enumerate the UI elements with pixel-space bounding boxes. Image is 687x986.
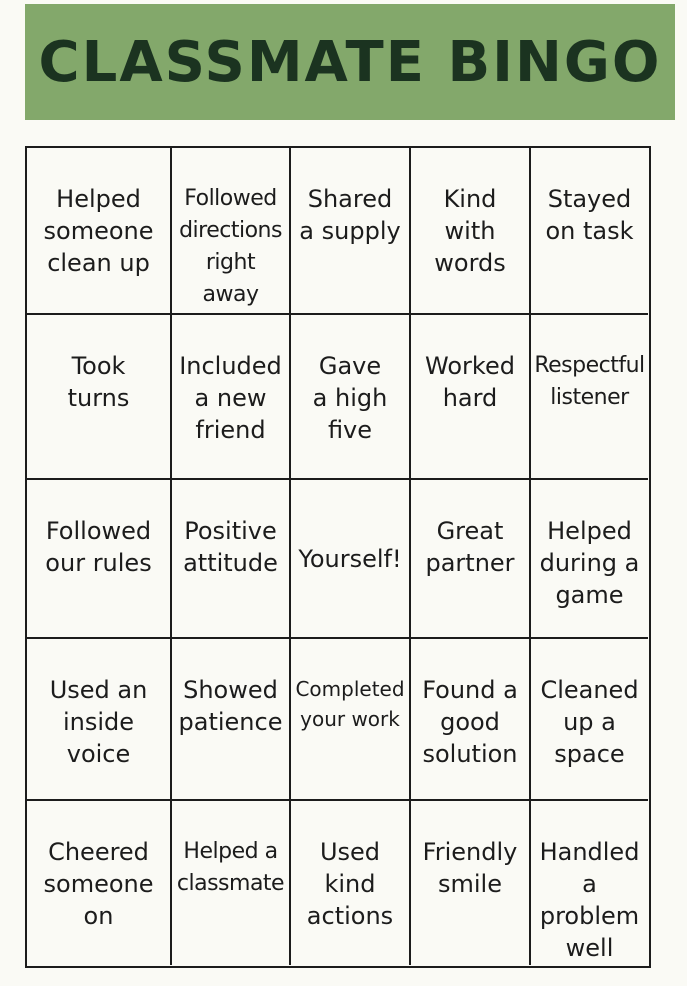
cell-label: Followed directions right away <box>179 186 282 307</box>
cell-label: Shared a supply <box>299 185 401 245</box>
cell-label: Helped during a game <box>539 517 640 609</box>
cell-label: Cheered someone on <box>43 838 154 930</box>
bingo-cell[interactable] <box>531 148 648 315</box>
free-space-cell[interactable] <box>291 480 411 639</box>
cell-label: Showed patience <box>178 676 283 736</box>
cell-label: Respectful listener <box>534 353 645 410</box>
bingo-cell[interactable] <box>531 480 648 639</box>
bingo-cell[interactable] <box>27 801 172 965</box>
bingo-cell[interactable] <box>172 148 291 315</box>
cell-label: Friendly smile <box>422 838 518 898</box>
cell-label: Included a new friend <box>179 352 282 444</box>
cell-label: Found a good solution <box>422 676 518 768</box>
cell-label: Positive attitude <box>183 517 278 577</box>
cell-label: Great partner <box>425 517 515 577</box>
bingo-cell[interactable] <box>27 639 172 801</box>
bingo-cell[interactable] <box>291 801 411 965</box>
cell-label: Cleaned up a space <box>540 676 639 768</box>
bingo-cell[interactable] <box>291 639 411 801</box>
bingo-cell[interactable] <box>27 480 172 639</box>
cell-label: Stayed on task <box>545 185 634 245</box>
bingo-cell[interactable] <box>411 801 531 965</box>
bingo-cell[interactable] <box>531 801 648 965</box>
bingo-cell[interactable] <box>172 315 291 480</box>
bingo-cell[interactable] <box>411 639 531 801</box>
cell-label: Worked hard <box>425 352 515 412</box>
cell-label: Used an inside voice <box>49 676 148 768</box>
bingo-cell[interactable] <box>411 315 531 480</box>
bingo-cell[interactable] <box>172 480 291 639</box>
bingo-cell[interactable] <box>27 315 172 480</box>
page-title: CLASSMATE BINGO <box>38 29 662 95</box>
bingo-cell[interactable] <box>411 480 531 639</box>
cell-label: Gave a high five <box>312 352 388 444</box>
cell-label: Kind with words <box>434 185 506 277</box>
cell-label: Took turns <box>67 352 130 412</box>
bingo-cell[interactable] <box>531 639 648 801</box>
title-banner <box>25 4 675 120</box>
bingo-cell[interactable] <box>172 801 291 965</box>
free-space-label: Yourself! <box>298 544 402 573</box>
cell-label: Helped someone clean up <box>43 185 154 277</box>
bingo-cell[interactable] <box>291 315 411 480</box>
cell-label: Used kind actions <box>306 838 394 930</box>
bingo-cell[interactable] <box>411 148 531 315</box>
bingo-cell[interactable] <box>531 315 648 480</box>
cell-label: Helped a classmate <box>176 839 285 896</box>
bingo-grid <box>25 146 651 968</box>
cell-label: Handled a problem well <box>539 838 640 962</box>
bingo-cell[interactable] <box>27 148 172 315</box>
cell-label: Followed our rules <box>45 517 152 577</box>
bingo-cell[interactable] <box>172 639 291 801</box>
cell-label: Completed your work <box>295 677 405 731</box>
bingo-cell[interactable] <box>291 148 411 315</box>
